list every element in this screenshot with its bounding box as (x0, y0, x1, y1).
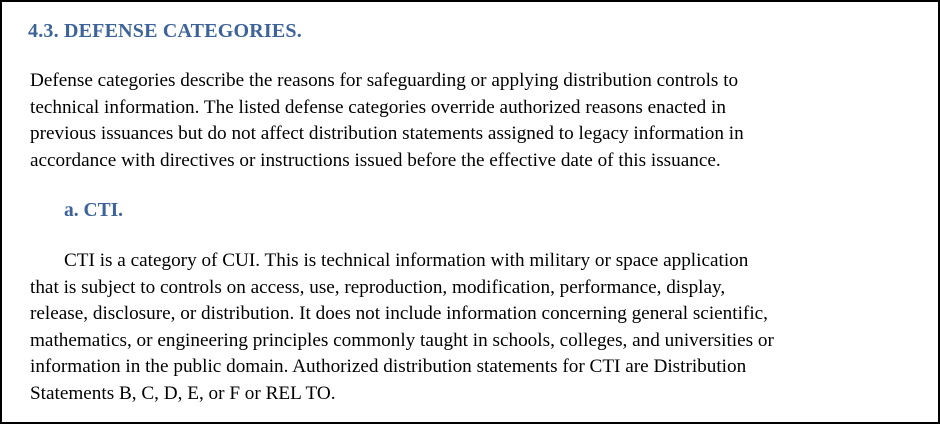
paragraph-line: accordance with directives or instructions issued before the effective date of this issuance. (30, 149, 721, 171)
subsection-heading: a. CTI. (64, 200, 124, 221)
paragraph-line: information in the public domain. Authorized distribution statements for CTI are Distribution (30, 356, 747, 377)
paragraph-line: Defense categories describe the reasons for safeguarding or applying distribution controls to (30, 70, 739, 91)
section-heading: 4.3. DEFENSE CATEGORIES. (28, 20, 302, 42)
intro-paragraph (30, 68, 744, 174)
paragraph-line: that is subject to controls on access, use, reproduction, modification, performance, display, (30, 276, 726, 298)
cti-paragraph (30, 248, 774, 407)
paragraph-line: technical information. The listed defense categories override authorized reasons enacted in (30, 96, 726, 118)
paragraph-line: previous issuances but do not affect distribution statements assigned to legacy information in (30, 123, 744, 144)
paragraph-line: Statements B, C, D, E, or F or REL TO. (30, 382, 336, 404)
paragraph-line: CTI is a category of CUI. This is technical information with military or space application (64, 250, 749, 271)
paragraph-line: release, disclosure, or distribution. It does not include information concerning general scientific, (30, 303, 768, 324)
paragraph-line: mathematics, or engineering principles commonly taught in schools, colleges, and universities or (30, 329, 774, 351)
